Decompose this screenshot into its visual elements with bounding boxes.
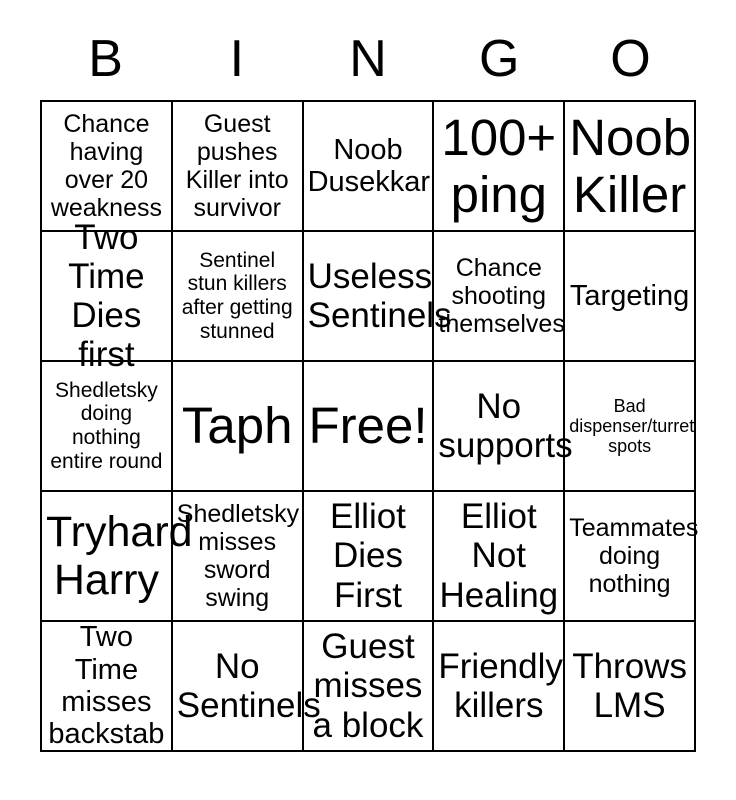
bingo-cell[interactable]	[434, 362, 573, 492]
bingo-cell-label: Teammates doing nothing	[569, 514, 699, 598]
bingo-row	[42, 622, 696, 752]
bingo-cell-label: Guest misses a block	[312, 627, 424, 745]
bingo-cell-label: Bad dispenser/turret spots	[569, 395, 695, 457]
bingo-cell-label: Chance shooting themselves	[438, 254, 565, 338]
bingo-cell-label: Two Time Dies first	[68, 217, 145, 375]
bingo-row	[42, 492, 699, 622]
bingo-letter-b: B	[88, 30, 123, 88]
bingo-cell[interactable]	[173, 622, 321, 752]
bingo-cell[interactable]	[434, 232, 565, 362]
bingo-cell[interactable]	[565, 362, 696, 492]
bingo-cell-label: Throws LMS	[572, 646, 687, 725]
bingo-cell[interactable]	[565, 622, 696, 752]
bingo-cell-free[interactable]	[304, 362, 435, 492]
bingo-cell[interactable]	[434, 492, 565, 622]
bingo-cell-label: Free!	[308, 397, 428, 455]
bingo-cell-label: Elliot Not Healing	[439, 497, 559, 615]
bingo-cell[interactable]	[565, 102, 696, 232]
bingo-cell-label: Sentinel stun killers after getting stunned	[181, 248, 293, 343]
bingo-cell[interactable]	[304, 622, 435, 752]
bingo-row	[42, 102, 696, 232]
bingo-row	[42, 217, 696, 375]
bingo-cell-label: Friendly killers	[438, 646, 563, 725]
bingo-cell-label: Noob Killer	[569, 108, 692, 223]
bingo-cell[interactable]	[173, 362, 304, 492]
bingo-cell[interactable]	[173, 492, 304, 622]
bingo-cell[interactable]	[565, 232, 696, 362]
bingo-cell[interactable]	[42, 102, 173, 232]
bingo-cell-label: Targeting	[569, 279, 690, 312]
bingo-cell-label: No supports	[438, 386, 573, 465]
bingo-cell[interactable]	[42, 362, 173, 492]
bingo-letter-i: I	[229, 30, 245, 88]
bingo-letter-g: G	[478, 30, 520, 88]
bingo-cell[interactable]	[434, 102, 565, 232]
bingo-cell-label: Shedletsky misses sword swing	[176, 500, 300, 612]
bingo-cell[interactable]	[565, 492, 699, 622]
bingo-cell-label: Elliot Dies First	[330, 497, 406, 615]
bingo-row	[42, 362, 696, 492]
bingo-cell-label: Taph	[181, 397, 293, 455]
bingo-cell[interactable]	[304, 492, 435, 622]
bingo-cell-label: No Sentinels	[176, 646, 321, 725]
bingo-title-row	[40, 28, 696, 90]
bingo-cell-label: Guest pushes Killer into survivor	[185, 110, 289, 222]
bingo-cell[interactable]	[173, 102, 304, 232]
bingo-letter-n: N	[349, 30, 387, 88]
bingo-letter-o: O	[610, 30, 651, 88]
bingo-cell-label: Noob Dusekkar	[307, 133, 431, 198]
bingo-cell[interactable]	[42, 492, 193, 622]
bingo-grid	[40, 100, 699, 752]
bingo-cell[interactable]	[173, 232, 304, 362]
bingo-cell-label: Useless Sentinels	[307, 256, 452, 335]
bingo-cell-label: Tryhard Harry	[46, 507, 193, 604]
bingo-cell-label: Two Time misses backstab	[48, 621, 165, 751]
bingo-cell[interactable]	[304, 232, 452, 362]
bingo-cell[interactable]	[304, 102, 435, 232]
bingo-cell-label: Chance having over 20 weakness	[50, 110, 162, 222]
bingo-cell-label: 100+ ping	[441, 108, 557, 223]
bingo-cell[interactable]	[434, 622, 565, 752]
bingo-cell[interactable]	[42, 217, 173, 375]
bingo-cell[interactable]	[42, 622, 173, 752]
bingo-cell-label: Shedletsky doing nothing entire round	[50, 378, 163, 473]
